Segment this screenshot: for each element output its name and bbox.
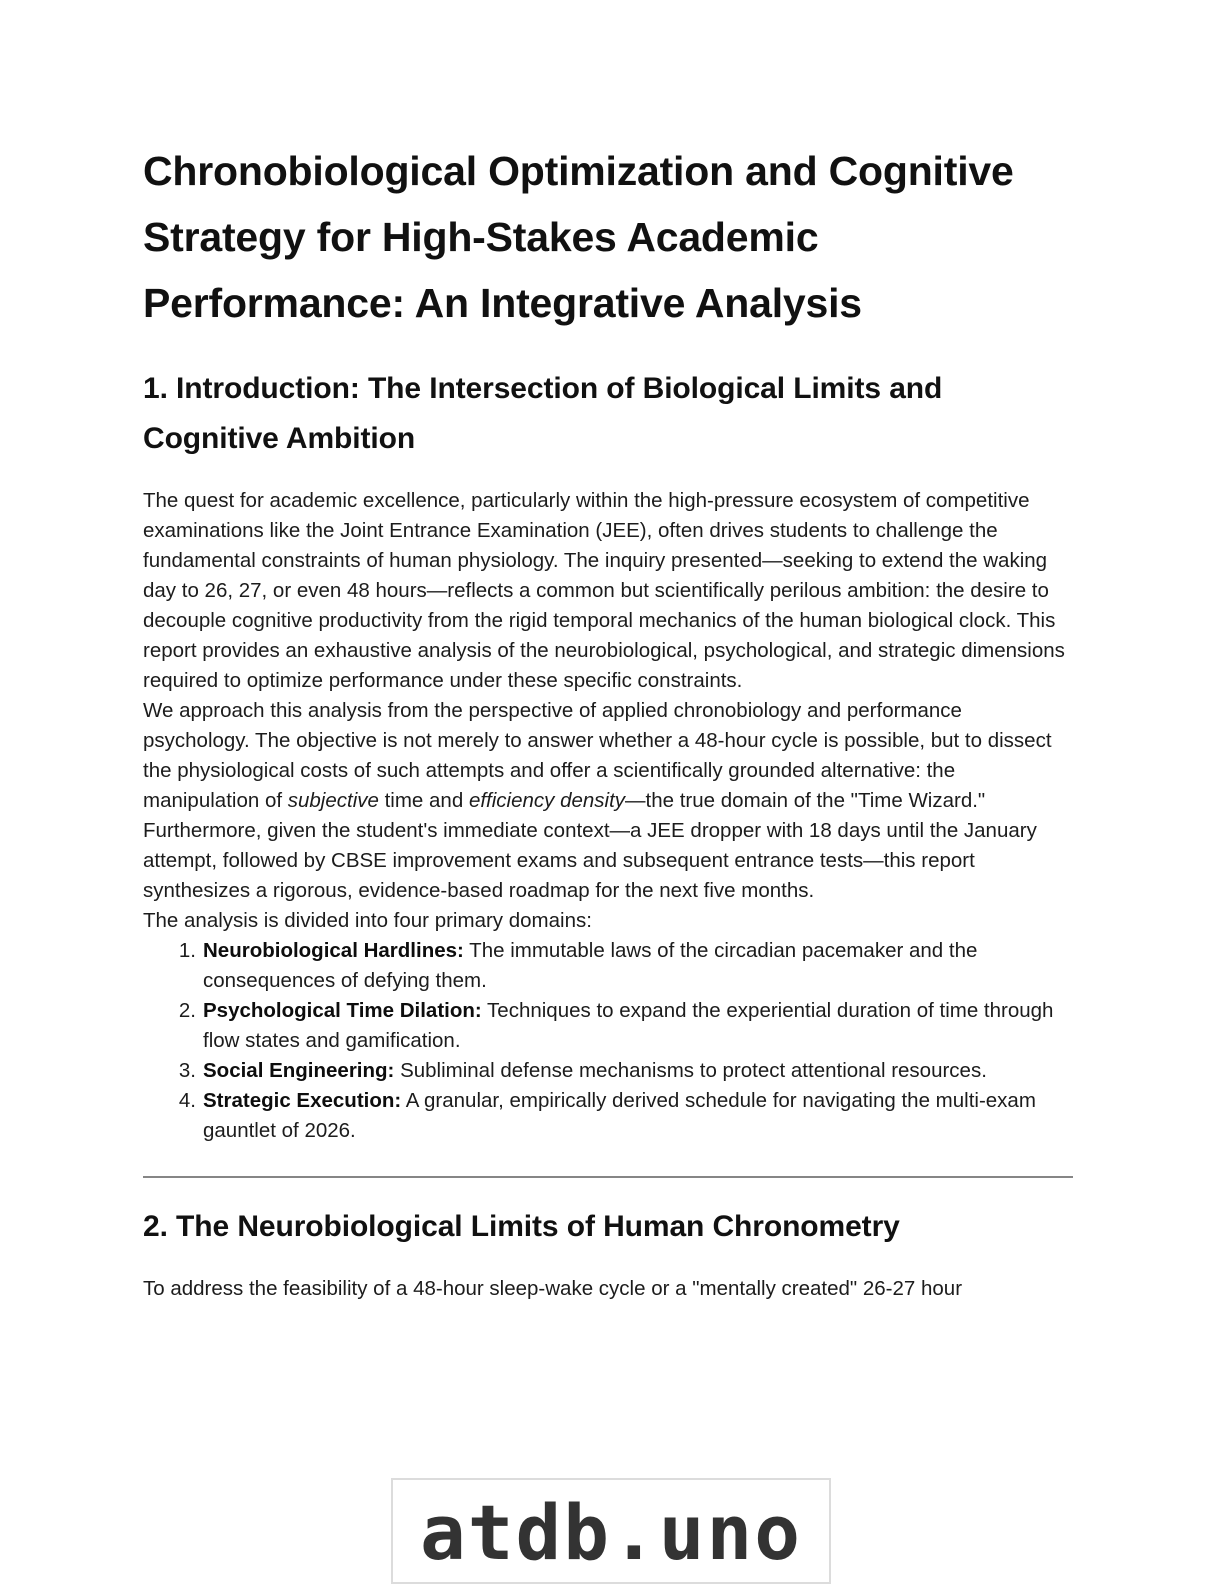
watermark-box bbox=[391, 1478, 831, 1584]
list-item-term: Social Engineering: bbox=[203, 1059, 395, 1082]
paragraph-intro-3: The analysis is divided into four primary domains: bbox=[143, 909, 592, 932]
paragraph-intro-2-part-1: We approach this analysis from the perspective of applied chronobiology and performance psychology. The objective is not merely to answer whether a 48-hour cycle is possible, but to dissect the physiological costs of such attempts and offer a scientifically grounded alternative: the manipulation of bbox=[143, 699, 1052, 812]
section-heading-2: 2. The Neurobiological Limits of Human Chronometry bbox=[143, 1210, 900, 1243]
list-item-description: Techniques to expand the experiential duration of time through flow states and gamification. bbox=[203, 999, 1054, 1052]
list-item-term: Strategic Execution: bbox=[203, 1089, 402, 1112]
watermark-label: atdb.uno bbox=[419, 1488, 803, 1577]
list-item-term: Psychological Time Dilation: bbox=[203, 999, 482, 1022]
domain-list bbox=[143, 936, 1073, 1146]
page-title: Chronobiological Optimization and Cognitive Strategy for High-Stakes Academic Performance: An Integrative Analysis bbox=[143, 148, 1014, 326]
list-item bbox=[143, 936, 1073, 996]
list-item-description: A granular, empirically derived schedule for navigating the multi-exam gauntlet of 2026. bbox=[203, 1089, 1036, 1142]
emphasis-subjective: subjective bbox=[287, 789, 379, 812]
section-heading-1: 1. Introduction: The Intersection of Biological Limits and Cognitive Ambition bbox=[143, 372, 943, 455]
list-item bbox=[143, 1086, 1073, 1146]
emphasis-efficiency-density: efficiency density bbox=[468, 789, 626, 812]
list-item-description: Subliminal defense mechanisms to protect attentional resources. bbox=[394, 1059, 987, 1082]
paragraph-section2-1: To address the feasibility of a 48-hour sleep-wake cycle or a "mentally created" 26-27 hour bbox=[143, 1277, 963, 1300]
document-content bbox=[143, 138, 1073, 1304]
list-item-term: Neurobiological Hardlines: bbox=[203, 939, 464, 962]
paragraph-intro-2 bbox=[143, 696, 1073, 906]
list-item bbox=[143, 1056, 1073, 1086]
section-divider bbox=[143, 1176, 1073, 1178]
list-item bbox=[143, 996, 1073, 1056]
list-item-description: The immutable laws of the circadian pacemaker and the consequences of defying them. bbox=[203, 939, 978, 992]
paragraph-intro-1: The quest for academic excellence, particularly within the high-pressure ecosystem of competitive examinations like the Joint Entrance Examination (JEE), often drives students to challenge the fundamental constraints of human physiology. The inquiry presented—seeking to extend the waking day to 26, 27, or even 48 hours—reflects a common but scientifically perilous ambition: the desire to decouple cognitive productivity from the rigid temporal mechanics of the human biological clock. This report provides an exhaustive analysis of the neurobiological, psychological, and strategic dimensions required to optimize performance under these specific constraints. bbox=[143, 489, 1065, 692]
paragraph-intro-2-part-3: —the true domain of the "Time Wizard." Furthermore, given the student's immediate context—a JEE dropper with 18 days until the January attempt, followed by CBSE improvement exams and subsequent entrance tests—this report synthesizes a rigorous, evidence-based roadmap for the next five months. bbox=[143, 789, 1037, 902]
paragraph-intro-2-part-2: time and bbox=[378, 789, 469, 812]
